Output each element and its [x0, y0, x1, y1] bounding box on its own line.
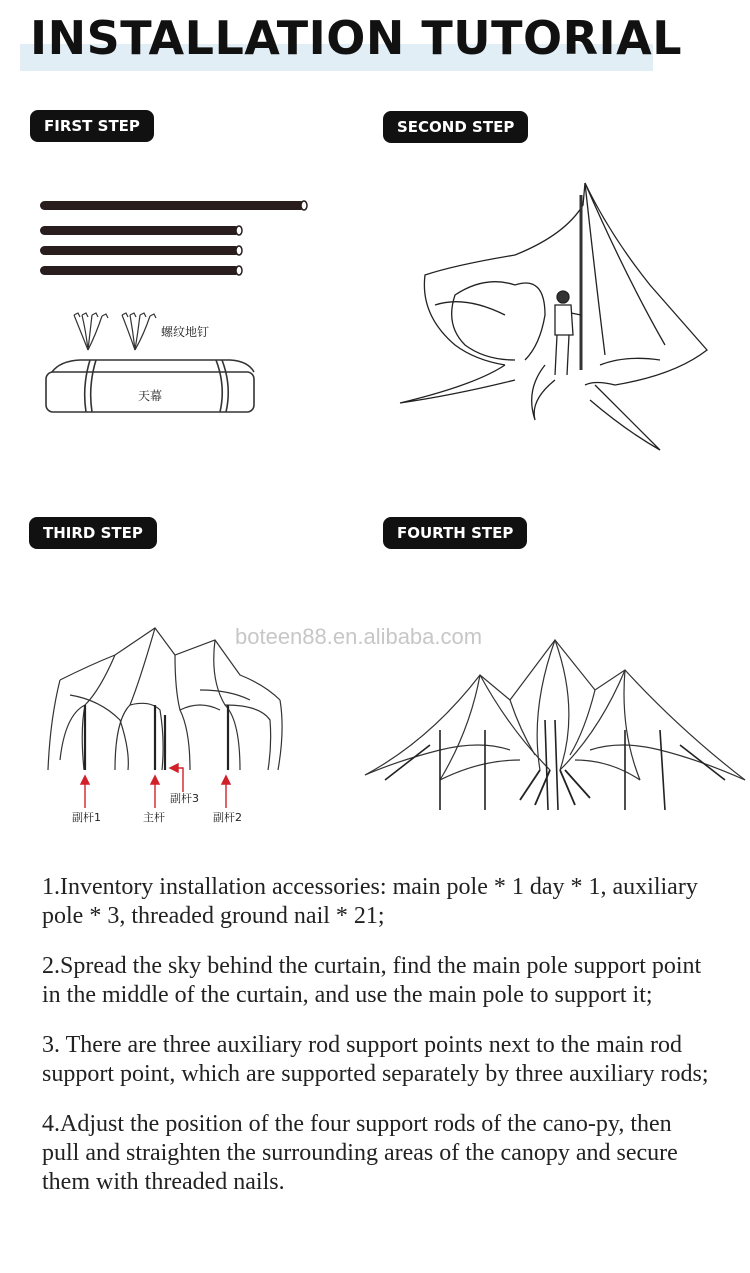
support-poles-icon [85, 705, 228, 770]
pitched-tent-icon [365, 640, 745, 780]
tent-sheet-icon [400, 183, 707, 450]
step-badge-third: THIRD STEP [29, 517, 157, 549]
nail-label: 螺纹地钉 [161, 325, 210, 339]
instruction-4: 4.Adjust the position of the four support rods of the cano-py, then pull and straighten the surrounding areas of the canopy and secure them with threaded nails. [42, 1111, 678, 1195]
tent-poles-icon [385, 720, 725, 810]
instruction-3: 3. There are three auxiliary rod support points next to the main rod support point, which are supported separately by three auxiliary rods; [42, 1032, 709, 1087]
step4-illustration [360, 630, 750, 820]
label-aux3: 副杆3 [170, 792, 199, 805]
label-aux2: 副杆2 [213, 811, 242, 824]
ground-nails-icon [74, 313, 156, 350]
step-badge-fourth: FOURTH STEP [383, 517, 527, 549]
instructions-list [42, 873, 712, 1218]
step3-illustration [40, 620, 290, 830]
label-main: 主杆 [143, 811, 165, 824]
guy-ropes-icon [520, 770, 590, 805]
step2-illustration [395, 175, 715, 460]
bag-label: 天幕 [138, 389, 163, 403]
step-badge-first: FIRST STEP [30, 110, 154, 142]
step1-illustration [30, 190, 320, 430]
poles-icon [40, 201, 307, 275]
instruction-1: 1.Inventory installation accessories: main pole * 1 day * 1, auxiliary pole * 3, threaded ground nail * 21; [42, 874, 698, 929]
step-badge-second: SECOND STEP [383, 111, 528, 143]
label-aux1: 副杆1 [72, 811, 101, 824]
person-icon [555, 291, 581, 375]
instruction-2: 2.Spread the sky behind the curtain, find the main pole support point in the middle of the curtain, and use the main pole to support it; [42, 953, 702, 1008]
arrow-icons [81, 764, 230, 808]
watermark: boteen88.en.alibaba.com [235, 624, 483, 649]
page-title: INSTALLATION TUTORIAL [30, 11, 683, 65]
canopy-bag-icon [46, 360, 254, 412]
